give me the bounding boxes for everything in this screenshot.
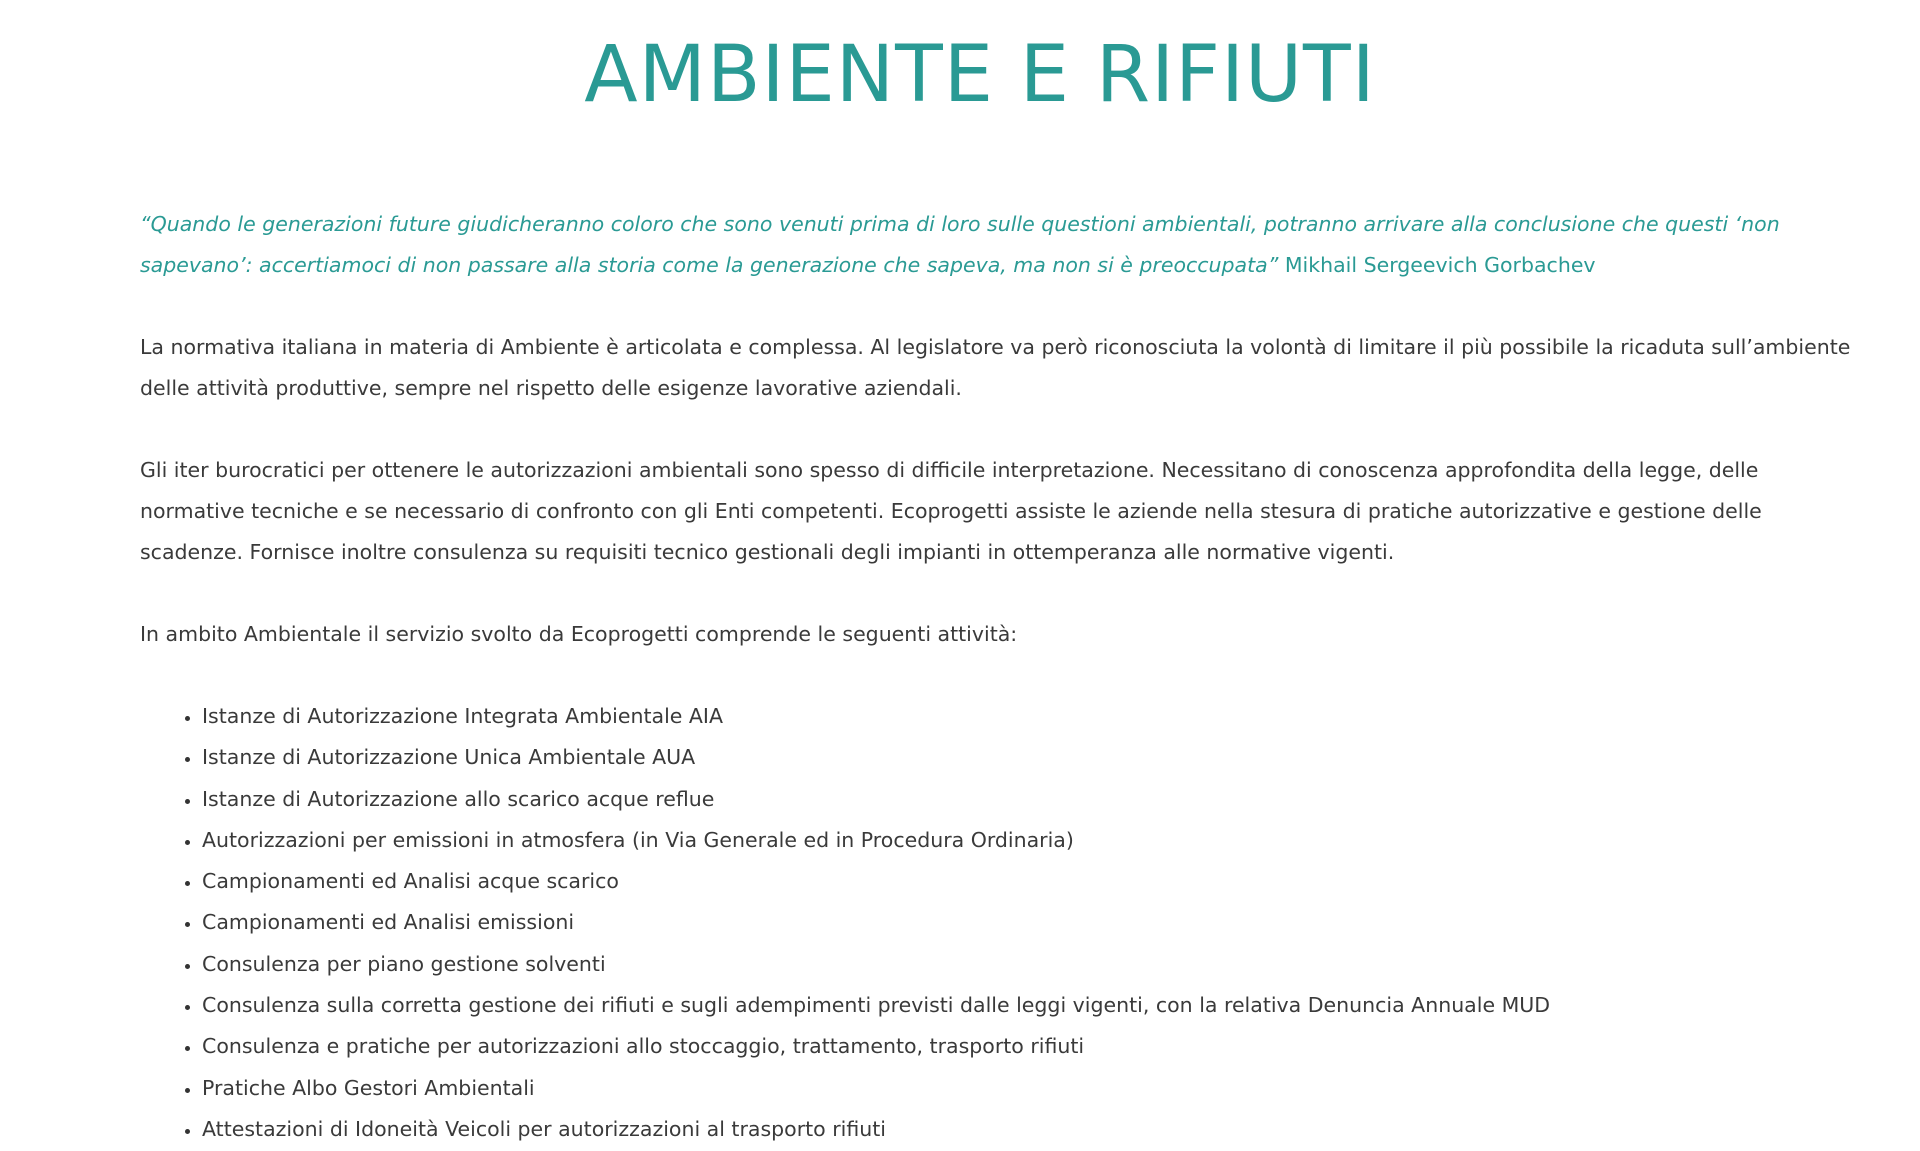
list-item: • Consulenza sulla corretta gestione dei rifiuti e sugli adempimenti previsti dalle leggi vigenti, con la relativa Denuncia Annuale MUD (202, 985, 1860, 1026)
bureaucracy-paragraph: Gli iter burocratici per ottenere le autorizzazioni ambientali sono spesso di difficile interpretazione. Necessitano di conoscenza approfondita della legge, delle normative tecniche e se necessario di confronto con gli Enti competenti. Ecoprogetti assiste le aziende nella stesura di pratiche autorizzative e gestione delle scadenze. Fornisce inoltre consulenza su requisiti tecnico gestionali degli impianti in ottemperanza alle normative vigenti. (140, 458, 1762, 564)
list-item: • Istanze di Autorizzazione Unica Ambientale AUA (202, 737, 1860, 778)
list-item: • Istanze di Autorizzazione allo scarico acque reflue (202, 779, 1860, 820)
quote-block (140, 204, 1860, 286)
list-item: • Attestazioni di Idoneità Veicoli per autorizzazioni al trasporto rifiuti (202, 1109, 1860, 1150)
list-item: • Campionamenti ed Analisi emissioni (202, 902, 1860, 943)
quote-text: “Quando le generazioni future giudicheranno coloro che sono venuti prima di loro sulle questioni ambientali, potranno arrivare alla conclusione che questi ‘non sapevano’: accertiamoci di non passare alla storia come la generazione che sapeva, ma non si è preoccupata” (140, 212, 1780, 277)
activities-list (140, 696, 1860, 1150)
main-content (140, 204, 1860, 1150)
quote-author: Mikhail Sergeevich Gorbachev (1284, 253, 1596, 277)
list-item: • Istanze di Autorizzazione Integrata Ambientale AIA (202, 696, 1860, 737)
list-item: • Campionamenti ed Analisi acque scarico (202, 861, 1860, 902)
list-item: • Autorizzazioni per emissioni in atmosfera (in Via Generale ed in Procedura Ordinaria) (202, 820, 1860, 861)
activities-intro-paragraph: In ambito Ambientale il servizio svolto da Ecoprogetti comprende le seguenti attività: (140, 622, 1018, 646)
page-title: AMBIENTE E RIFIUTI (584, 30, 1376, 120)
list-item: • Consulenza per piano gestione solventi (202, 944, 1860, 985)
list-item: • Consulenza e pratiche per autorizzazioni allo stoccaggio, trattamento, trasporto rifiuti (202, 1026, 1860, 1067)
intro-paragraph: La normativa italiana in materia di Ambiente è articolata e complessa. Al legislatore va però riconosciuta la volontà di limitare il più possibile la ricaduta sull’ambiente delle attività produttive, sempre nel rispetto delle esigenze lavorative aziendali. (140, 335, 1851, 400)
list-item: • Pratiche Albo Gestori Ambientali (202, 1068, 1860, 1109)
